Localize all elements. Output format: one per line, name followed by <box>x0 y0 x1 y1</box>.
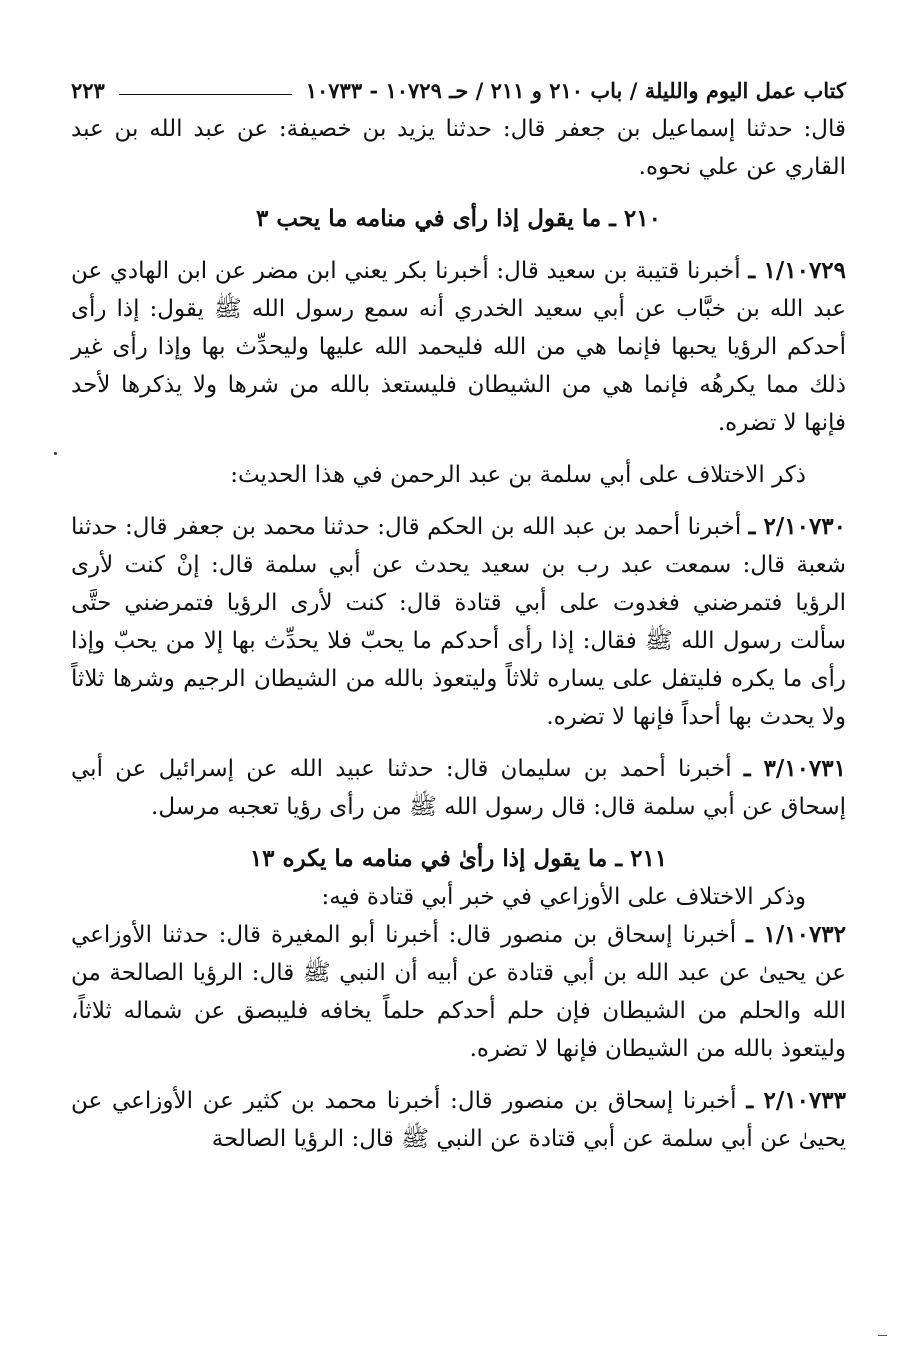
hadith-10731 <box>71 750 846 826</box>
scan-mark <box>878 1335 887 1336</box>
spacer <box>71 826 846 840</box>
hadith-10732 <box>71 916 846 1068</box>
spacer <box>71 494 846 508</box>
hadith-text: أخبرنا إسحاق بن منصور قال: أخبرنا أبو المغيرة قال: حدثنا الأوزاعي عن يحيىٰ عن عبد الله بن أبي قتادة عن أبيه أن النبي ﷺ قال: الرؤيا الصالحة من الله والحلم من الشيطان فإن حلم أحدكم حلماً يخافه فليبصق عن شماله ثلاثاً، وليتعوذ بالله من الشيطان فإنها لا تضره. <box>71 922 846 1062</box>
ikhtilaf-note-1: ذكر الاختلاف على أبي سلمة بن عبد الرحمن في هذا الحديث: <box>230 462 806 488</box>
spacer <box>71 186 846 200</box>
spacer <box>71 238 846 252</box>
hadith-number: ٢/١٠٧٣٠ ـ <box>748 513 847 540</box>
hadith-10730 <box>71 508 846 736</box>
hadith-number: ٣/١٠٧٣١ ـ <box>743 755 846 782</box>
intro-paragraph <box>71 110 846 186</box>
hadith-text: أخبرنا قتيبة بن سعيد قال: أخبرنا بكر يعني ابن مضر عن ابن الهادي عن عبد الله بن خبَّاب عن أبي سعيد الخدري أنه سمع رسول الله ﷺ يقول: إذا رأى أحدكم الرؤيا يحبها فإنما هي من الله فليحمد الله عليها وليحدِّث بها وإذا رأى غير ذلك مما يكرهُه فإنما هي من الشيطان فليستعذ بالله من شرها ولا يذكرها لأحد فإنها لا تضره. <box>71 258 846 436</box>
running-title: كتاب عمل اليوم والليلة / باب ٢١٠ و ٢١١ / حـ ١٠٧٢٩ - ١٠٧٣٣ <box>305 77 846 103</box>
hadith-text: أخبرنا إسحاق بن منصور قال: أخبرنا محمد بن كثير عن الأوزاعي عن يحيىٰ عن أبي سلمة عن أبي قتادة عن النبي ﷺ قال: الرؤيا الصالحة <box>71 1088 846 1152</box>
ikhtilaf-note-2: وذكر الاختلاف على الأوزاعي في خبر أبي قتادة فيه: <box>321 884 806 910</box>
hadith-number: ١/١٠٧٣٢ ـ <box>746 921 847 948</box>
section-heading-210: ٢١٠ ـ ما يقول إذا رأى في منامه ما يحب ٣ <box>256 205 661 232</box>
scan-speck <box>54 452 57 455</box>
section-heading-211: ٢١١ ـ ما يقول إذا رأىٰ في منامه ما يكره ١٣ <box>249 845 668 872</box>
hadith-number: ٢/١٠٧٣٣ ـ <box>746 1087 846 1114</box>
spacer <box>71 1068 846 1082</box>
book-page <box>71 70 846 1158</box>
hadith-number: ١/١٠٧٢٩ ـ <box>748 257 847 284</box>
spacer <box>71 442 846 456</box>
intro-text: قال: حدثنا إسماعيل بن جعفر قال: حدثنا يزيد بن خصيفة: عن عبد الله بن عبد القاري عن علي نحوه. <box>71 116 846 180</box>
hadith-10729 <box>71 252 846 442</box>
running-header <box>71 70 846 110</box>
spacer <box>71 736 846 750</box>
hadith-text: أخبرنا أحمد بن سليمان قال: حدثنا عبيد الله عن إسرائيل عن أبي إسحاق عن أبي سلمة قال: قال رسول الله ﷺ من رأى رؤيا تعجبه مرسل. <box>71 756 846 820</box>
header-rule <box>119 94 292 95</box>
page-number: ٢٢٣ <box>71 77 105 103</box>
hadith-10733 <box>71 1082 846 1158</box>
hadith-text: أخبرنا أحمد بن عبد الله بن الحكم قال: حدثنا محمد بن جعفر قال: حدثنا شعبة قال: سمعت عبد رب بن سعيد يحدث عن أبي سلمة قال: إنْ كنت لأرى الرؤيا فتمرضني فغدوت على أبي قتادة قال: كنت لأرى الرؤيا فتمرضني حتَّى سألت رسول الله ﷺ فقال: إذا رأى أحدكم ما يحبّ فلا يحدِّث بها إلا من يحبّ وإذا رأى ما يكره فليتفل على يساره ثلاثاً وليتعوذ بالله من الشيطان الرجيم وشرها ثلاثاً ولا يحدث بها أحداً فإنها لا تضره. <box>71 514 846 730</box>
